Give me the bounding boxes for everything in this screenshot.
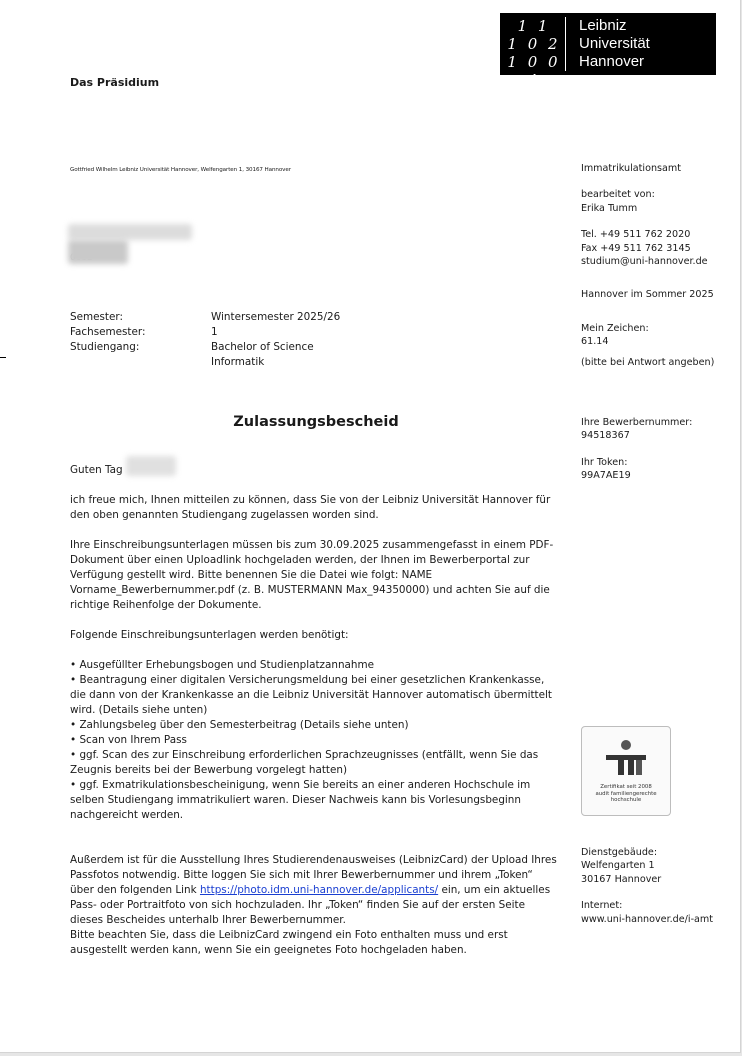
token-label: Ihr Token: bbox=[581, 456, 628, 468]
list-item: • Scan von Ihrem Pass bbox=[70, 733, 558, 748]
list-item: • ggf. Scan des zur Einschreibung erforderlichen Sprachzeugnisses (entfällt, wenn Sie das Zeugnis bereits bei der Bewerbung vorgelegt hatten) bbox=[70, 748, 558, 778]
logo-line: Hannover bbox=[579, 53, 645, 70]
list-item: • ggf. Exmatrikulationsbescheinigung, wenn Sie bereits an einer anderen Hochschule im selben Studiengang immatrikuliert waren. Dieser Nachweis kann bis Vorlesungsbeginn nachgereicht werden. bbox=[70, 778, 558, 823]
processed-label: bearbeitet von: bbox=[581, 189, 655, 201]
info-value-fachsemester: 1 bbox=[211, 326, 218, 338]
building-city: 30167 Hannover bbox=[581, 873, 662, 885]
info-label-studiengang: Studiengang: bbox=[70, 341, 140, 353]
info-values bbox=[211, 310, 340, 370]
reference-label: Mein Zeichen: bbox=[581, 322, 649, 334]
info-labels bbox=[70, 310, 145, 355]
audit-logo-icon bbox=[582, 727, 670, 783]
processed-name: Erika Tumm bbox=[581, 202, 638, 214]
sidebar-footer bbox=[581, 846, 739, 926]
reference-note: (bitte bei Antwort angeben) bbox=[581, 356, 715, 368]
badge-caption-line: hochschule bbox=[610, 797, 642, 804]
info-label-fachsemester: Fachsemester: bbox=[70, 326, 146, 338]
photo-upload-link[interactable]: https://photo.idm.uni-hannover.de/applicants/ bbox=[199, 884, 439, 896]
internet-label: Internet: bbox=[581, 900, 623, 912]
contact-email: studium@uni-hannover.de bbox=[581, 256, 708, 268]
body-paragraph: ich freue mich, Ihnen mitteilen zu können, dass Sie von der Leibniz Universität Hannover für den oben genannten Studiengang zugelassen worden sind. bbox=[70, 494, 551, 521]
building-label: Dienstgebäude: bbox=[581, 847, 658, 858]
photo-upload-text-after: ein, um ein aktuelles Pass- oder Portraitfoto von sich hochzuladen. Ihr „Token“ finden Sie auf der ersten Seite dieses Bescheides unterhalb Ihrer Bewerbernummer. bbox=[70, 884, 551, 926]
body-paragraph: Folgende Einschreibungsunterlagen werden benötigt: bbox=[70, 629, 349, 641]
fold-mark bbox=[0, 357, 6, 358]
reference-value: 61.14 bbox=[581, 336, 609, 348]
info-value-program: Informatik bbox=[211, 356, 265, 368]
internet-url[interactable]: www.uni-hannover.de/i-amt bbox=[581, 913, 714, 925]
info-value-semester: Wintersemester 2025/26 bbox=[211, 311, 341, 323]
logo-wordmark bbox=[579, 17, 650, 71]
applicant-number-value: 94518367 bbox=[581, 430, 630, 442]
letter-body bbox=[70, 463, 558, 958]
university-logo bbox=[500, 13, 716, 89]
document-title: Zulassungsbescheid bbox=[233, 414, 399, 430]
info-value-studiengang: Bachelor of Science bbox=[211, 341, 314, 353]
info-label-semester: Semester: bbox=[70, 311, 123, 323]
sidebar-contact bbox=[581, 162, 739, 483]
token-value: 99A7AE19 bbox=[581, 470, 631, 482]
badge-caption-line: Zertifikat seit 2008 bbox=[600, 784, 652, 790]
body-paragraph: Ihre Einschreibungsunterlagen müssen bis zum 30.09.2025 zusammengefasst in einem PDF-Dokument über einen Uploadlink hochgeladen werden, der Ihnen im Bewerberportal zur Verfügung gestellt wird. Bitte benennen Sie die Datei wie folgt: NAME Vorname_Bewerbernummer.pdf (z. B. MUSTERMANN Max_94350000) und achten Sie auf die richtige Reihenfolge der Dokumente. bbox=[70, 539, 554, 611]
logo-numerals bbox=[506, 17, 562, 89]
logo-line: Leibniz bbox=[579, 17, 627, 34]
badge-caption bbox=[582, 784, 670, 804]
logo-line: Universität bbox=[579, 35, 650, 52]
body-paragraph bbox=[70, 853, 558, 928]
family-audit-badge bbox=[581, 726, 671, 816]
redacted-recipient-name bbox=[68, 224, 192, 240]
body-paragraph: Bitte beachten Sie, dass die LeibnizCard zwingend ein Foto enthalten muss und erst ausgestellt werden kann, wenn Sie ein geeignetes Foto hochgeladen haben. bbox=[70, 929, 508, 956]
place-date: Hannover im Sommer 2025 bbox=[581, 289, 714, 301]
logo-numeral-line: 1 0 0 4 bbox=[507, 53, 561, 89]
fax-number: Fax +49 511 762 3145 bbox=[581, 242, 691, 254]
department-heading: Das Präsidium bbox=[70, 76, 160, 89]
office-name: Immatrikulationsamt bbox=[581, 163, 682, 174]
required-documents-list bbox=[70, 658, 558, 823]
list-item: • Zahlungsbeleg über den Semesterbeitrag (Details siehe unten) bbox=[70, 718, 558, 733]
building-street: Welfengarten 1 bbox=[581, 860, 655, 872]
greeting: Guten Tag bbox=[70, 464, 123, 476]
logo-numeral-line: 1 0 2 bbox=[507, 35, 561, 53]
logo-divider bbox=[565, 17, 566, 71]
photo-upload-text: Außerdem ist für die Ausstellung Ihres Studierendenausweises (LeibnizCard) der Upload Ihres Passfotos notwendig. Bitte loggen Sie sich mit Ihrer Bewerbernummer und ihrem „Token“ über den folgenden Link bbox=[70, 854, 557, 896]
badge-caption-line: audit familiengerechte bbox=[595, 790, 657, 797]
applicant-number-label: Ihre Bewerbernummer: bbox=[581, 417, 693, 429]
list-item: • Ausgefüllter Erhebungsbogen und Studienplatzannahme bbox=[70, 658, 558, 673]
phone-number: Tel. +49 511 762 2020 bbox=[581, 229, 691, 241]
sender-address-line: Gottfried Wilhelm Leibniz Universität Hannover, Welfengarten 1, 30167 Hannover bbox=[70, 167, 291, 173]
list-item: • Beantragung einer digitalen Versicherungsmeldung bei einer gesetzlichen Krankenkasse, die dann von der Krankenkasse an die Leibniz Universität Hannover automatisch übermittelt wird. (Details siehe unten) bbox=[70, 673, 558, 718]
redacted-recipient-address bbox=[68, 240, 128, 264]
logo-numeral-line: 1 1 bbox=[517, 17, 551, 35]
